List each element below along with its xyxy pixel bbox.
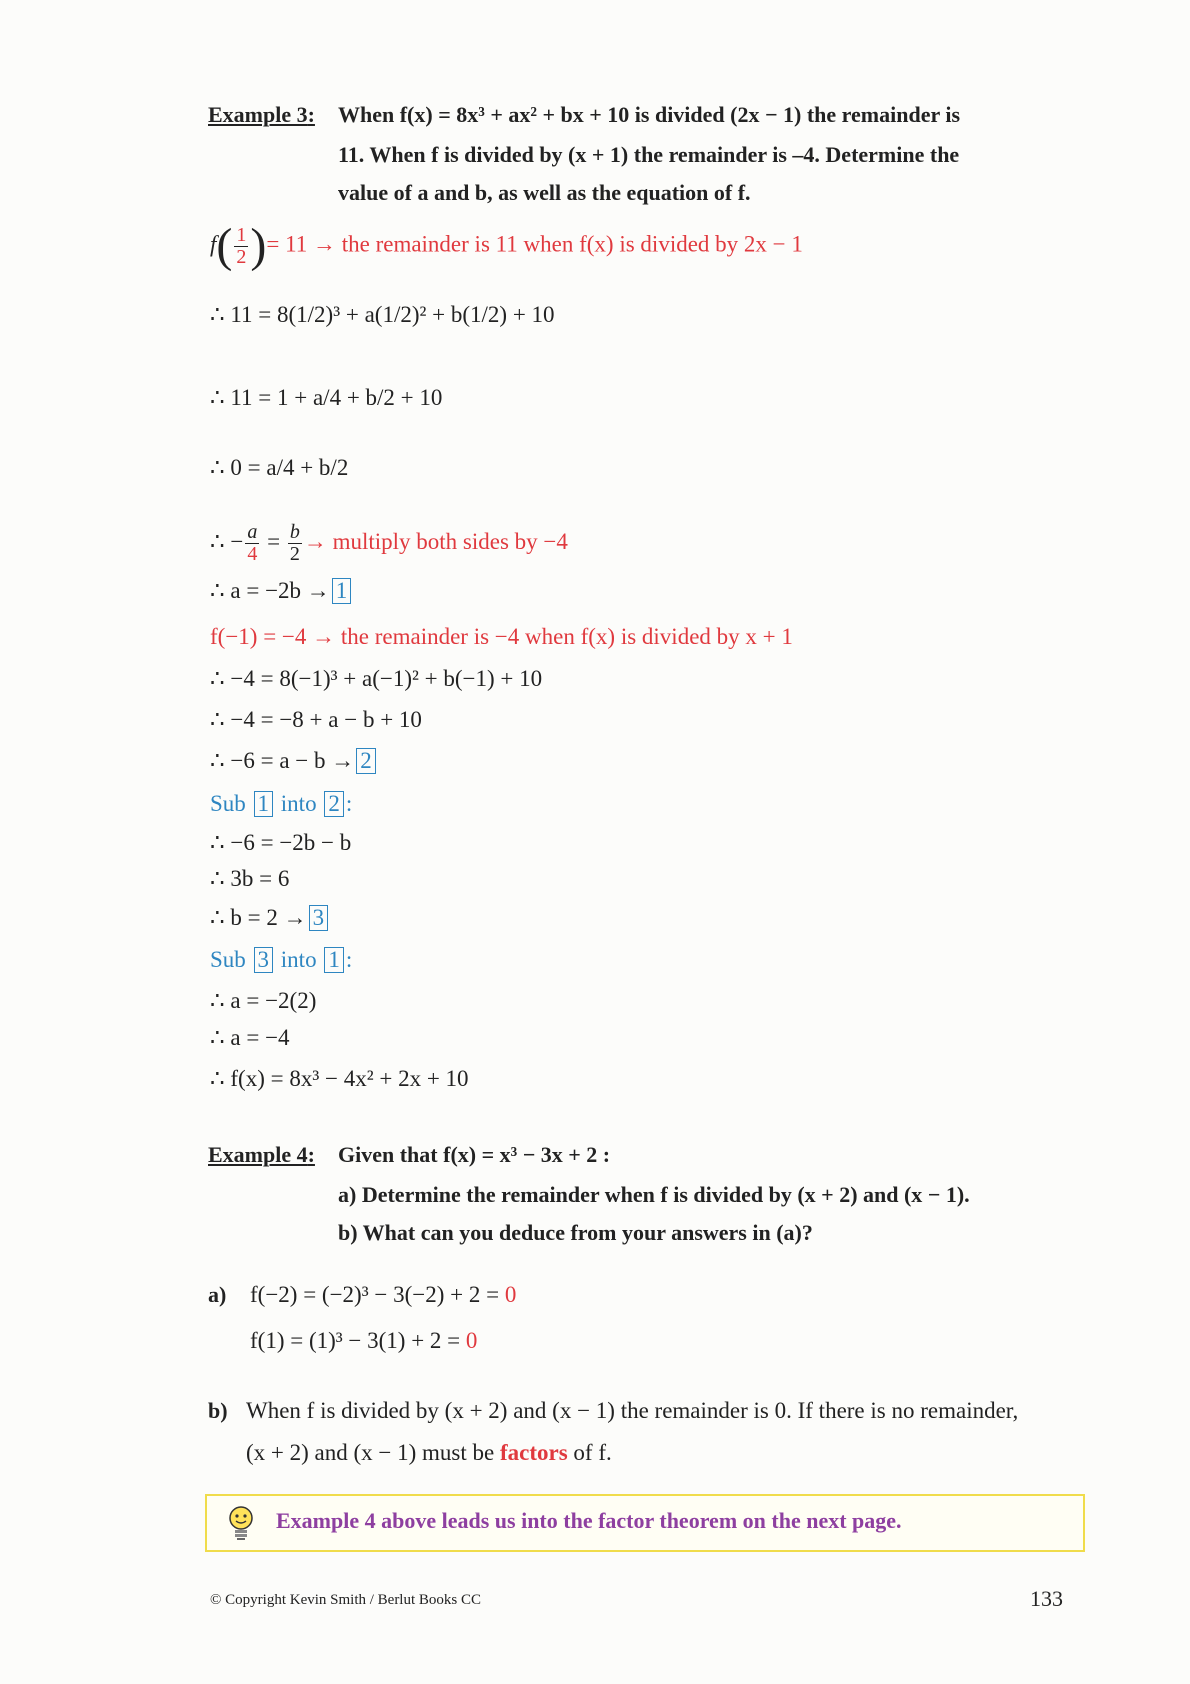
equation-box-3: 3 (309, 905, 329, 931)
answer-a1-value: 0 (504, 1282, 517, 1307)
step-h (210, 748, 378, 774)
answer-b-label: b) (208, 1398, 228, 1423)
step-b: ∴ 11 = 1 + a/4 + b/2 + 10 (210, 385, 443, 410)
sub-1-into-2: Sub 1 into 2 : (210, 791, 353, 816)
step-l: ∴ a = −2(2) (210, 988, 317, 1013)
sub2-box-1: 1 (324, 947, 344, 973)
sub2-box-3: 3 (254, 947, 274, 973)
step-n: ∴ f(x) = 8x³ − 4x² + 2x + 10 (210, 1066, 469, 1091)
sub1-pre: Sub (210, 791, 246, 816)
example3-question-line2: 11. When f is divided by (x + 1) the remainder is –4. Determine the (338, 142, 960, 167)
step-d: ∴ − $\frac{a}{4}$ = $\frac{b}{2}$ → multiply both sides by −4 (210, 521, 568, 565)
answer-a-line2 (250, 1328, 477, 1354)
example4-question-a: a) Determine the remainder when f is divided by (x + 2) and (x − 1). (338, 1182, 970, 1207)
answer-a-label: a) (208, 1282, 227, 1307)
step-e (210, 578, 353, 604)
copyright: © Copyright Kevin Smith / Berlut Books CC (210, 1592, 481, 1608)
answer-a1-text: f(−2) = (−2)³ − 3(−2) + 2 = (250, 1282, 505, 1307)
step-c: ∴ 0 = a/4 + b/2 (210, 455, 349, 480)
example3-label-text: Example 3 (208, 102, 308, 127)
step-f: ∴ −4 = 8(−1)³ + a(−1)² + b(−1) + 10 (210, 666, 543, 691)
equation-box-1: 1 (332, 578, 352, 604)
example3-label: Example 3: (208, 102, 315, 127)
step-a: ∴ 11 = 8(1/2)³ + a(1/2)² + b(1/2) + 10 (210, 302, 555, 327)
sub2-mid: into (280, 947, 317, 972)
answer-b2-post: of f. (567, 1440, 612, 1465)
lightbulb-icon (224, 1504, 258, 1542)
example3-question-line3: value of a and b, as well as the equation of f. (338, 180, 751, 205)
step-j: ∴ 3b = 6 (210, 866, 290, 891)
sub1-mid: into (280, 791, 317, 816)
answer-b2-pre: (x + 2) and (x − 1) must be (246, 1440, 500, 1465)
sub1-box-2: 2 (324, 791, 344, 817)
note-remainder-11: = 11 → the remainder is 11 when f(x) is divided by 2x − 1 (266, 231, 803, 257)
example4-label: Example 4: (208, 1142, 315, 1167)
answer-a-line1 (250, 1282, 516, 1308)
step-f-half: f( $\frac{1}{2}$ )= 11 → the remainder is 11 when f(x) is divided by 2x − 1 (210, 219, 803, 272)
step-i: ∴ −6 = −2b − b (210, 830, 352, 855)
keyword-factors: factors (499, 1440, 568, 1465)
answer-a2-text: f(1) = (1)³ − 3(1) + 2 = (250, 1328, 466, 1353)
note-text: Example 4 above leads us into the factor theorem on the next page. (276, 1508, 902, 1533)
step-m: ∴ a = −4 (210, 1025, 290, 1050)
step-g: ∴ −4 = −8 + a − b + 10 (210, 707, 422, 732)
note-remainder-minus4: f(−1) = −4 → the remainder is −4 when f(x) is divided by x + 1 (210, 624, 793, 649)
step-k (210, 905, 330, 931)
example4-intro: Given that f(x) = x³ − 3x + 2 : (338, 1142, 611, 1167)
equation-box-2: 2 (356, 748, 376, 774)
example4-question-b: b) What can you deduce from your answers in (a)? (338, 1220, 813, 1245)
sub2-pre: Sub (210, 947, 246, 972)
note-multiply: → multiply both sides by −4 (303, 528, 568, 554)
sub1-box-1: 1 (254, 791, 274, 817)
answer-b-line2 (246, 1440, 612, 1466)
sub-3-into-1: Sub 3 into 1 : (210, 947, 353, 972)
step-e-text: ∴ a = −2b → (210, 578, 330, 603)
answer-a2-value: 0 (465, 1328, 478, 1353)
page-number: 133 (1030, 1586, 1063, 1611)
answer-b-line1: When f is divided by (x + 2) and (x − 1) the remainder is 0. If there is no remainder, (246, 1398, 1019, 1423)
step-h-text: ∴ −6 = a − b → (210, 748, 355, 773)
example3-question-line1: When f(x) = 8x³ + ax² + bx + 10 is divided (2x − 1) the remainder is (338, 102, 961, 127)
step-k-text: ∴ b = 2 → (210, 905, 307, 930)
example4-label-text: Example 4 (208, 1142, 308, 1167)
